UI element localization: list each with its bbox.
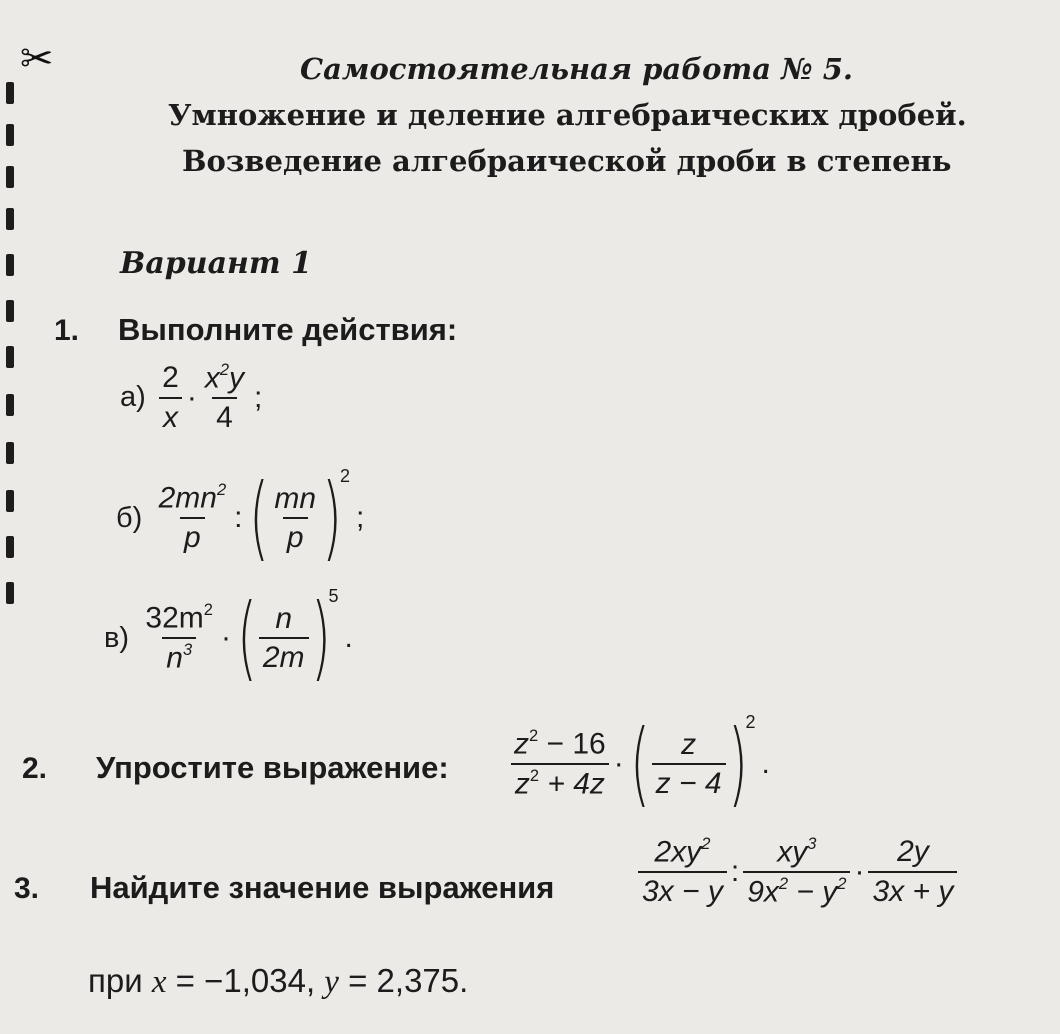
task3-expression: $\frac{2xy^2}{3x - y}$ : $\frac{xy^3}{9x^2 - y^2}$ · $\frac{2y}{3x + y}$ [638, 836, 957, 908]
task1-item-v: в) $\frac{32m^2}{n^3}$ ·( $\frac{n}{2m}$ )5. [100, 586, 353, 675]
task1-item-a: а) $\frac{2}{x}$ · $\frac{x^2y}{4}$ ; [116, 362, 262, 433]
worksheet-subtitle-2: Возведение алгебраической дроби в степень [182, 144, 952, 178]
cut-mark [6, 300, 14, 322]
task1-text: Выполните действия: [118, 312, 458, 347]
task1-number: 1. [54, 314, 80, 347]
worksheet-subtitle: Умножение и деление алгебраических дробей. [168, 98, 967, 132]
fraction: $\frac{x^2y}{4}$ [204, 361, 245, 434]
cut-mark [6, 582, 14, 604]
worksheet-title: Самостоятельная работа № 5. [300, 52, 853, 86]
fraction: $\frac{xy^3}{9x^2 - y^2}$ [743, 836, 850, 908]
scissors-icon: ✂ [20, 36, 54, 82]
item-label: а) [120, 381, 146, 414]
task2-number: 2. [22, 752, 48, 785]
item-label: в) [104, 621, 130, 654]
cut-mark [6, 394, 14, 416]
cut-mark [6, 346, 14, 368]
cut-mark [6, 490, 14, 512]
cut-mark [6, 536, 14, 558]
fraction: $\frac{2mn^2}{p}$ [158, 481, 227, 555]
variant-heading: Вариант 1 [120, 246, 312, 281]
task2-text: Упростите выражение: [96, 750, 449, 785]
fraction: $\frac{2xy^2}{3x - y}$ [638, 836, 727, 907]
task3-condition: при x = −1,034, y = 2,375. [88, 962, 469, 1000]
task1-item-b: б) $\frac{2mn^2}{p}$ :( $\frac{mn}{p}$ )2; [112, 466, 364, 555]
fraction: $\frac{n}{2m}$ [259, 603, 309, 674]
cut-mark [6, 124, 14, 146]
task3-text: Найдите значение выражения [90, 870, 555, 905]
fraction: $\frac{z}{z - 4}$ [652, 729, 726, 800]
task3-number: 3. [14, 872, 40, 905]
item-label: б) [116, 501, 143, 534]
fraction: $\frac{2y}{3x + y}$ [868, 836, 957, 907]
cut-mark [6, 82, 14, 104]
fraction: $\frac{32m^2}{n^3}$ [145, 601, 213, 675]
fraction: $\frac{z^2 - 16}{z^2 + 4z}$ [510, 728, 610, 800]
cut-mark [6, 254, 14, 276]
task2-expression: $\frac{z^2 - 16}{z^2 + 4z}$ ·( $\frac{z}{z - 4}$ )2. [510, 712, 770, 801]
cut-mark [6, 442, 14, 464]
fraction: $\frac{mn}{p}$ [274, 481, 317, 555]
cut-mark [6, 166, 14, 188]
cut-mark [6, 208, 14, 230]
fraction: $\frac{2}{x}$ [158, 362, 183, 433]
